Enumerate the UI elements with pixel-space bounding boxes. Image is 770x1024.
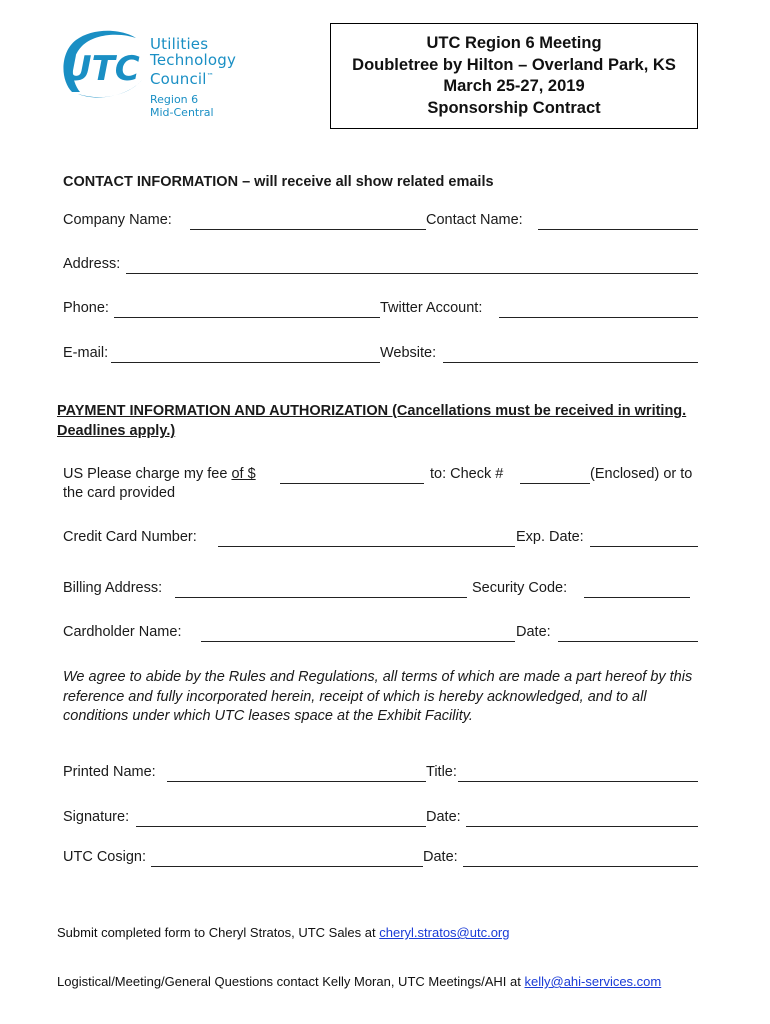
- logo-org-line1: Utilities: [150, 35, 209, 53]
- charge-text-line2: the card provided: [63, 485, 176, 501]
- title-label: Title:: [426, 764, 457, 780]
- logo-org-line3-wrap: [150, 68, 236, 87]
- cosign-date-field[interactable]: [463, 866, 698, 867]
- charge-text-b: of $: [231, 466, 256, 482]
- event-title: UTC Region 6 Meeting: [426, 34, 602, 52]
- contract-title: Sponsorship Contract: [427, 98, 601, 117]
- printed-name-field[interactable]: [167, 781, 426, 782]
- address-label: Address:: [63, 256, 121, 272]
- cardholder-name-label: Cardholder Name:: [63, 624, 182, 640]
- cardholder-date-label: Date:: [516, 624, 551, 640]
- event-venue: Doubletree by Hilton – Overland Park, KS: [352, 55, 676, 74]
- signature-date-field[interactable]: [466, 826, 698, 827]
- exp-date-field[interactable]: [590, 546, 698, 547]
- logo-region-line1: Region 6: [150, 93, 199, 106]
- submit-email-link[interactable]: cheryl.stratos@utc.org: [379, 925, 510, 940]
- event-dates: March 25-27, 2019: [443, 77, 585, 95]
- contact-name-label: Contact Name:: [426, 212, 523, 228]
- questions-text: Logistical/Meeting/General Questions contact Kelly Moran, UTC Meetings/AHI at: [57, 974, 521, 989]
- twitter-label: Twitter Account:: [380, 300, 483, 316]
- logo-region-line2: Mid-Central: [150, 106, 214, 119]
- security-code-label: Security Code:: [472, 580, 568, 596]
- contact-heading: CONTACT INFORMATION – will receive all show related emails: [63, 174, 494, 190]
- utc-cosign-field[interactable]: [151, 866, 423, 867]
- card-number-field[interactable]: [218, 546, 515, 547]
- agreement-text: We agree to abide by the Rules and Regulations, all terms of which are made a part hereof by this reference and fully incorporated herein, receipt of which is hereby acknowledged, and to all conditions under which UTC leases space at the Exhibit Facility.: [63, 669, 693, 724]
- email-label: E-mail:: [63, 345, 109, 361]
- submit-instructions: [57, 925, 510, 940]
- payment-heading-line2: Deadlines apply.): [57, 423, 176, 439]
- check-number-field[interactable]: [520, 483, 590, 484]
- printed-name-label: Printed Name:: [63, 764, 156, 780]
- logo-org-line2: Technology: [150, 51, 237, 69]
- signature-date-label: Date:: [426, 809, 461, 825]
- enclosed-text: (Enclosed) or to: [590, 466, 693, 482]
- signature-label: Signature:: [63, 809, 130, 825]
- cardholder-name-field[interactable]: [201, 641, 515, 642]
- card-number-label: Credit Card Number:: [63, 529, 197, 545]
- twitter-field[interactable]: [499, 317, 698, 318]
- email-field[interactable]: [111, 362, 380, 363]
- questions-email-link[interactable]: kelly@ahi-services.com: [524, 974, 662, 989]
- utc-logo: [58, 22, 153, 107]
- utc-cosign-label: UTC Cosign:: [63, 849, 146, 865]
- website-label: Website:: [380, 345, 437, 361]
- title-field[interactable]: [458, 781, 698, 782]
- svg-text:UTC: UTC: [64, 49, 140, 89]
- utc-logo-mark: [58, 22, 153, 107]
- security-code-field[interactable]: [584, 597, 690, 598]
- phone-label: Phone:: [63, 300, 109, 316]
- exp-date-label: Exp. Date:: [516, 529, 584, 545]
- address-field[interactable]: [126, 273, 698, 274]
- logo-wordmark: [150, 36, 236, 119]
- submit-text: Submit completed form to Cheryl Stratos, UTC Sales at: [57, 925, 376, 940]
- fee-amount-field[interactable]: [280, 483, 424, 484]
- phone-field[interactable]: [114, 317, 380, 318]
- cosign-date-label: Date:: [423, 849, 458, 865]
- event-header-box: [330, 23, 698, 129]
- signature-field[interactable]: [136, 826, 426, 827]
- payment-heading-line1: PAYMENT INFORMATION AND AUTHORIZATION (Cancellations must be received in writing.: [57, 403, 687, 419]
- charge-text-line1: [63, 466, 256, 482]
- questions-instructions: [57, 974, 661, 989]
- company-name-field[interactable]: [190, 229, 426, 230]
- company-name-label: Company Name:: [63, 212, 172, 228]
- website-field[interactable]: [443, 362, 698, 363]
- cardholder-date-field[interactable]: [558, 641, 698, 642]
- charge-text-a: US Please charge my fee: [63, 466, 228, 482]
- logo-org-line3: Council: [150, 70, 207, 88]
- check-number-label: to: Check #: [430, 466, 504, 482]
- logo-tm: ™: [206, 72, 214, 80]
- contact-name-field[interactable]: [538, 229, 698, 230]
- billing-address-label: Billing Address:: [63, 580, 163, 596]
- billing-address-field[interactable]: [175, 597, 467, 598]
